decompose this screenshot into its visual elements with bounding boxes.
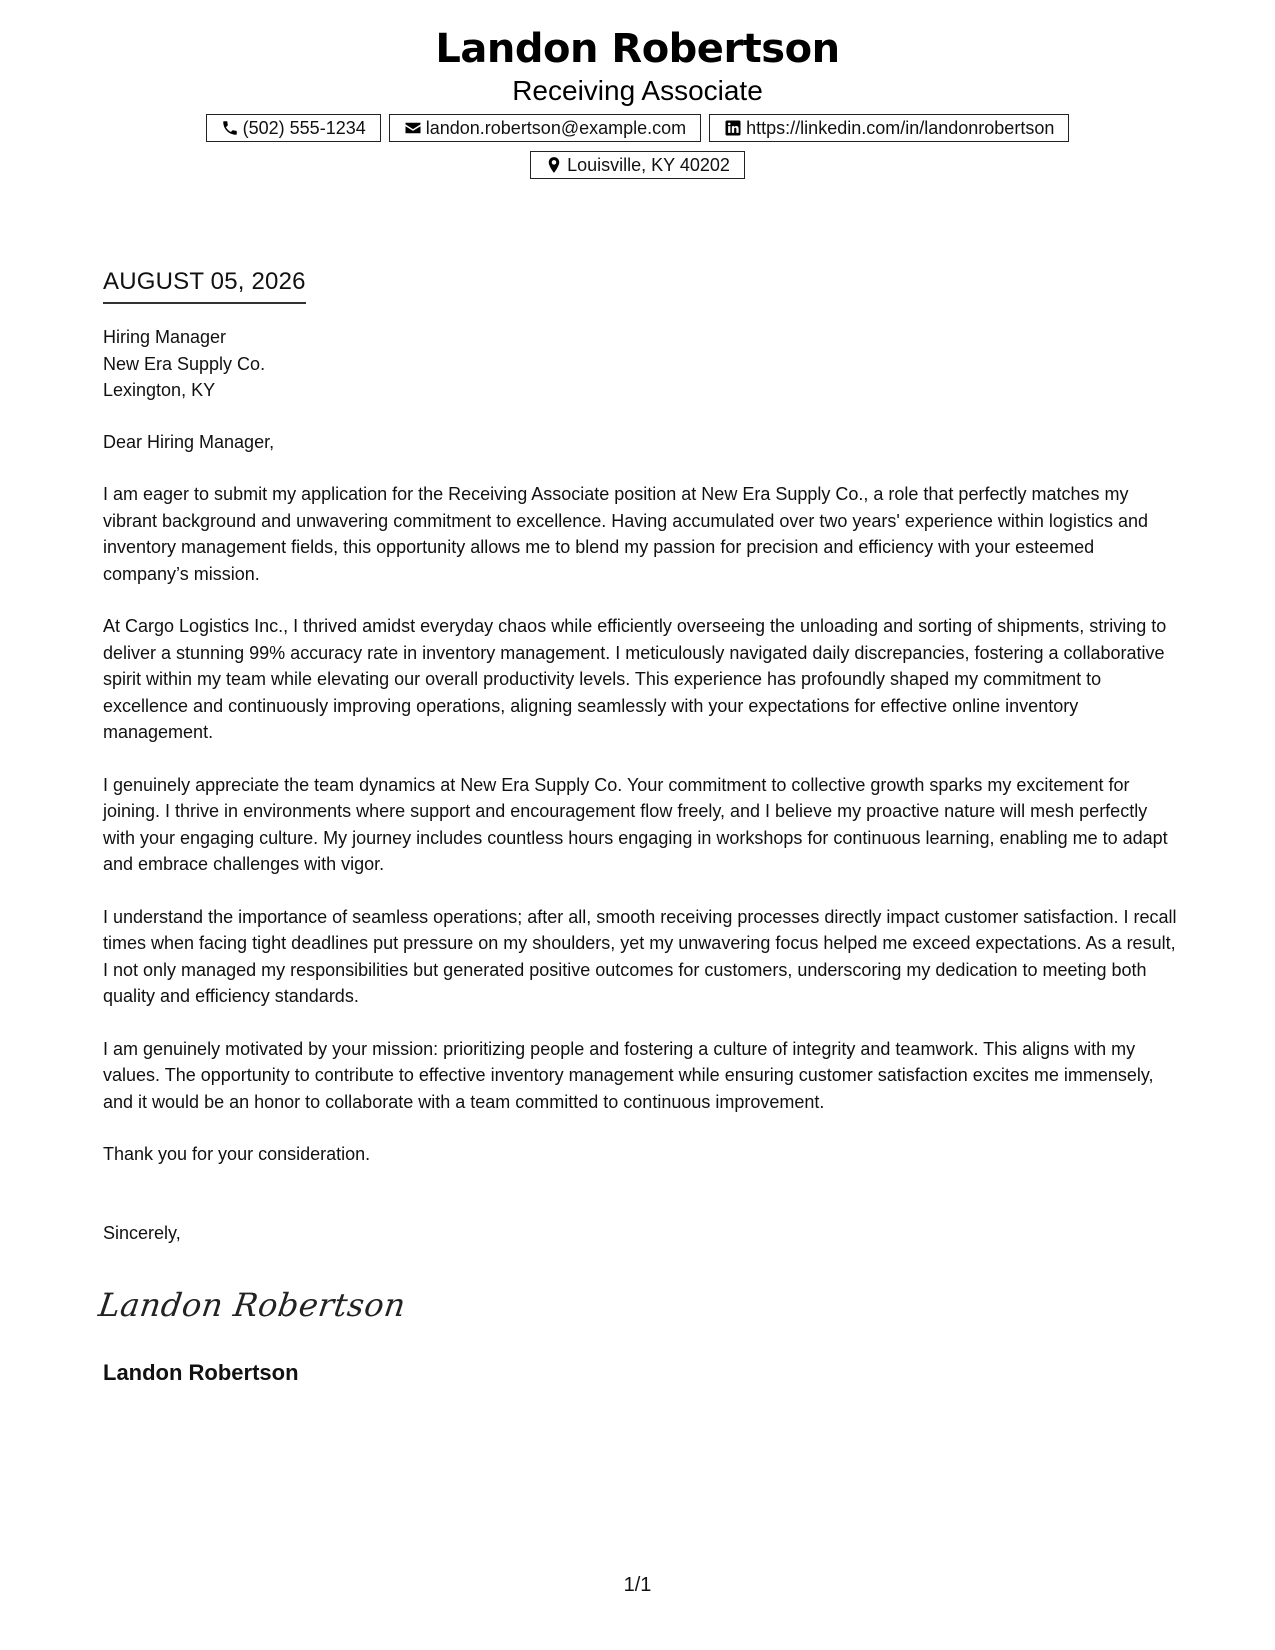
body-paragraph: I understand the importance of seamless operations; after all, smooth receiving processes directly impact customer satisfaction. I recall times when facing tight deadlines put pressure on my shoulders, yet my unwavering focus helped me exceed expectations. As a result, I not only managed my responsibilities but generated positive outcomes for customers, underscoring my dedication to meeting both quality and efficiency standards. <box>103 906 1177 1006</box>
signed-name: Landon Robertson <box>103 1360 299 1385</box>
letter-body <box>96 324 1183 1388</box>
recipient-line: Lexington, KY <box>103 380 216 400</box>
envelope-icon <box>404 119 422 137</box>
contact-email[interactable] <box>389 114 701 142</box>
handwritten-signature <box>96 1276 1183 1332</box>
contact-email-text: landon.robertson@example.com <box>425 117 687 138</box>
body-paragraph: I genuinely appreciate the team dynamics at New Era Supply Co. Your commitment to collective growth sparks my excitement for joining. I thrive in environments where support and encouragement flow freely, and I believe my proactive nature will mesh perfectly with your engaging culture. My journey includes countless hours engaging in workshops for continuous learning, enabling me to adapt and embrace challenges with vigor. <box>103 774 1168 874</box>
page-number: 1/1 <box>623 1574 652 1596</box>
recipient-line: New Era Supply Co. <box>103 353 266 374</box>
applicant-name: Landon Robertson <box>435 26 840 72</box>
letter-header <box>0 22 1275 179</box>
contact-linkedin-text: https://linkedin.com/in/landonrobertson <box>746 117 1055 138</box>
recipient-line: Hiring Manager <box>103 327 227 347</box>
applicant-title: Receiving Associate <box>512 75 763 106</box>
body-paragraph: I am genuinely motivated by your mission: prioritizing people and fostering a culture of integrity and teamwork. This aligns with my values. The opportunity to contribute to effective inventory management while ensuring customer satisfaction excites me immensely, and it would be an honor to collaborate with a team committed to continuous improvement. <box>103 1038 1154 1112</box>
closing: Sincerely, <box>103 1222 181 1243</box>
contact-phone-text: (502) 555-1234 <box>242 117 366 138</box>
body-paragraph: At Cargo Logistics Inc., I thrived amidst everyday chaos while efficiently overseeing the unloading and sorting of shipments, striving to deliver a stunning 99% accuracy rate in inventory management. I meticulously navigated daily discrepancies, fostering a collaborative spirit within my team while elevating our overall productivity levels. This experience has profoundly shaped my commitment to excellence and continuously improving operations, aligning seamlessly with your expectations for effective online inventory management. <box>103 616 1167 742</box>
contact-phone[interactable] <box>206 114 381 142</box>
map-pin-icon <box>545 156 563 174</box>
letter-date-block <box>103 266 306 304</box>
contact-location[interactable] <box>530 151 745 179</box>
contact-linkedin[interactable] <box>709 114 1069 142</box>
salutation: Dear Hiring Manager, <box>103 431 275 452</box>
thank-you-line: Thank you for your consideration. <box>103 1144 371 1164</box>
linkedin-icon <box>724 119 742 137</box>
svg-text:Landon Robertson: Landon Robertson <box>96 1286 409 1324</box>
recipient-address <box>103 324 1183 404</box>
body-paragraph: I am eager to submit my application for the Receiving Associate position at New Era Supply Co., a role that perfectly matches my vibrant background and unwavering commitment to excellence. Having accumulated over two years' experience within logistics and inventory management fields, this opportunity allows me to blend my passion for precision and efficiency with your esteemed company’s mission. <box>103 484 1148 584</box>
letter-date: AUGUST 05, 2026 <box>103 266 306 304</box>
contact-bar <box>138 114 1138 179</box>
phone-icon <box>221 119 239 137</box>
contact-location-text: Louisville, KY 40202 <box>567 154 730 175</box>
